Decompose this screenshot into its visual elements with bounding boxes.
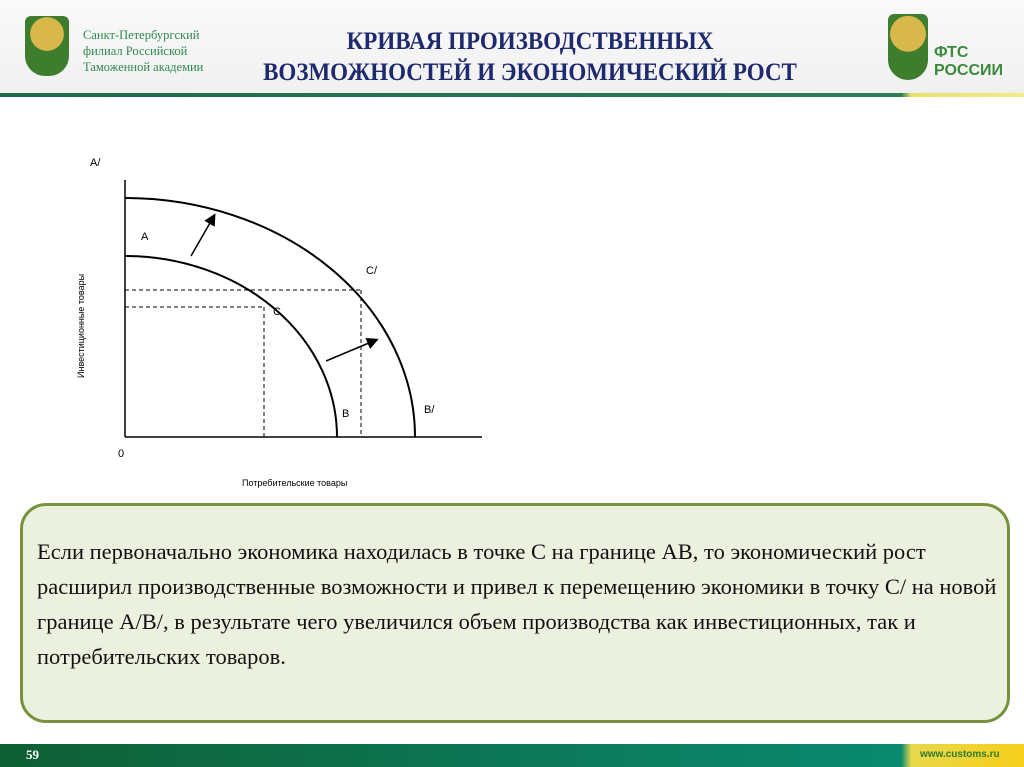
academy-line: Таможенной академии (83, 60, 204, 74)
label-c: C (273, 306, 281, 318)
title-line: ВОЗМОЖНОСТЕЙ И ЭКОНОМИЧЕСКИЙ РОСТ (263, 59, 797, 86)
explanation-text: Если первоначально экономика находилась в точке С на границе АВ, то экономический рост расширил производственные возможности и привел к перемещению экономики в точку С/ на новой границе А/В/, в результате чего увеличился объем производства как инвестиционных, так и потребительских товаров. (37, 539, 997, 669)
shift-arrow-icon (191, 216, 214, 256)
label-c-prime: C/ (366, 265, 377, 277)
slide-footer (0, 744, 1024, 767)
page-number: 59 (26, 747, 39, 762)
origin-label: 0 (118, 448, 125, 460)
explanation-box (20, 503, 1010, 723)
fts-line: РОССИИ (934, 62, 1004, 79)
label-a: A (141, 231, 149, 243)
fts-line: ФТС (934, 44, 969, 61)
label-b: B (342, 408, 350, 420)
label-a-prime: A/ (90, 157, 101, 169)
curve-ab (125, 256, 337, 437)
shift-arrow-icon (326, 340, 376, 361)
title-line: КРИВАЯ ПРОИЗВОДСТВЕННЫХ (346, 28, 714, 55)
x-axis-label: Потребительские товары (242, 478, 348, 488)
academy-line: Санкт-Петербургский (83, 28, 200, 42)
curve-a-prime-b-prime (125, 198, 415, 437)
label-b-prime: B/ (424, 404, 435, 416)
website-link[interactable]: www.customs.ru (920, 749, 1000, 760)
y-axis-label: Инвестиционные товары (76, 273, 86, 378)
academy-line: филиал Российской (83, 44, 188, 58)
